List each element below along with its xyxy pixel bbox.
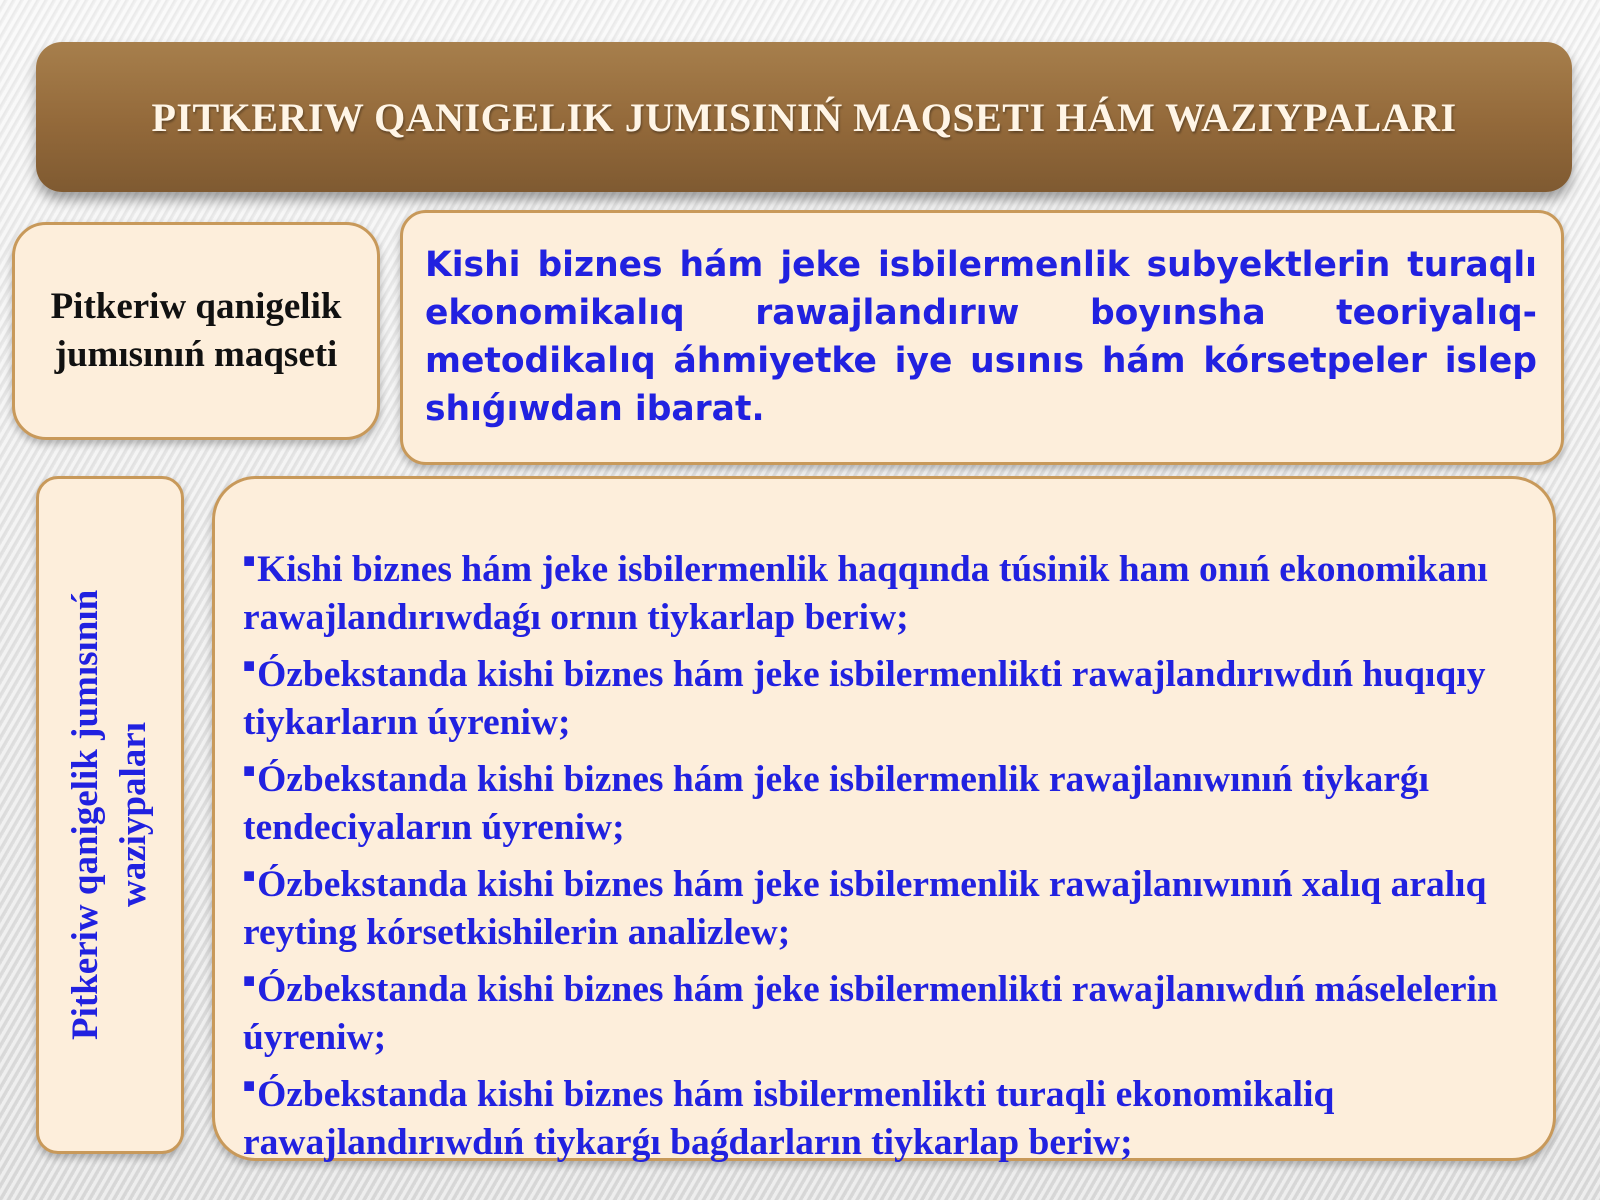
tasks-list xyxy=(243,537,1533,1167)
square-bullet-icon: ■ xyxy=(243,970,256,992)
list-item xyxy=(243,852,1533,957)
task-text: Ózbekstanda kishi biznes hám isbilermenlikti turaqli ekonomikaliq rawajlandırıwdıń tiykarǵı baǵdarların tiykarlap beriw; xyxy=(243,1074,1335,1163)
square-bullet-icon: ■ xyxy=(243,655,256,677)
goal-text-box xyxy=(400,210,1564,465)
task-text: Ózbekstanda kishi biznes hám jeke isbilermenlikti rawajlanıwdıń máselelerin úyreniw; xyxy=(243,969,1498,1058)
task-text: Ózbekstanda kishi biznes hám jeke isbilermenlikti rawajlandırıwdıń huqıqıy tiykarların úyreniw; xyxy=(243,654,1486,743)
page-title: PITKERIW QANIGELIK JUMISINIŃ MAQSETI HÁM WAZIYPALARI xyxy=(151,94,1457,140)
goal-label: Pitkeriw qanigelik jumısınıń maqseti xyxy=(50,286,342,375)
tasks-box xyxy=(212,476,1556,1161)
goal-text: Kishi biznes hám jeke isbilermenlik subyektlerin turaqlı ekonomikalıq rawajlandırıw boyınsha teoriyalıq-metodikalıq áhmiyetke iye usınıs hám kórsetpeler islep shıǵıwdan ibarat. xyxy=(425,245,1537,429)
task-text: Ózbekstanda kishi biznes hám jeke isbilermenlik rawajlanıwınıń xalıq aralıq reyting kórsetkishilerin analizlew; xyxy=(243,864,1487,953)
title-banner xyxy=(36,42,1572,192)
list-item xyxy=(243,957,1533,1062)
list-item xyxy=(243,747,1533,852)
task-text: Kishi biznes hám jeke isbilermenlik haqqında túsinik ham onıń ekonomikanı rawajlandırıwdaǵı ornın tiykarlap beriw; xyxy=(243,549,1488,638)
square-bullet-icon: ■ xyxy=(243,550,256,572)
tasks-label: Pitkeriw qanigelik jumısınıń waziypaları xyxy=(65,589,154,1041)
list-item xyxy=(243,537,1533,642)
tasks-label-box xyxy=(36,476,184,1154)
square-bullet-icon: ■ xyxy=(243,1075,256,1097)
square-bullet-icon: ■ xyxy=(243,760,256,782)
list-item xyxy=(243,642,1533,747)
list-item xyxy=(243,1062,1533,1167)
goal-label-box xyxy=(12,222,380,440)
task-text: Ózbekstanda kishi biznes hám jeke isbilermenlik rawajlanıwınıń tiykarǵı tendeciyaların úyreniw; xyxy=(243,759,1430,848)
square-bullet-icon: ■ xyxy=(243,865,256,887)
